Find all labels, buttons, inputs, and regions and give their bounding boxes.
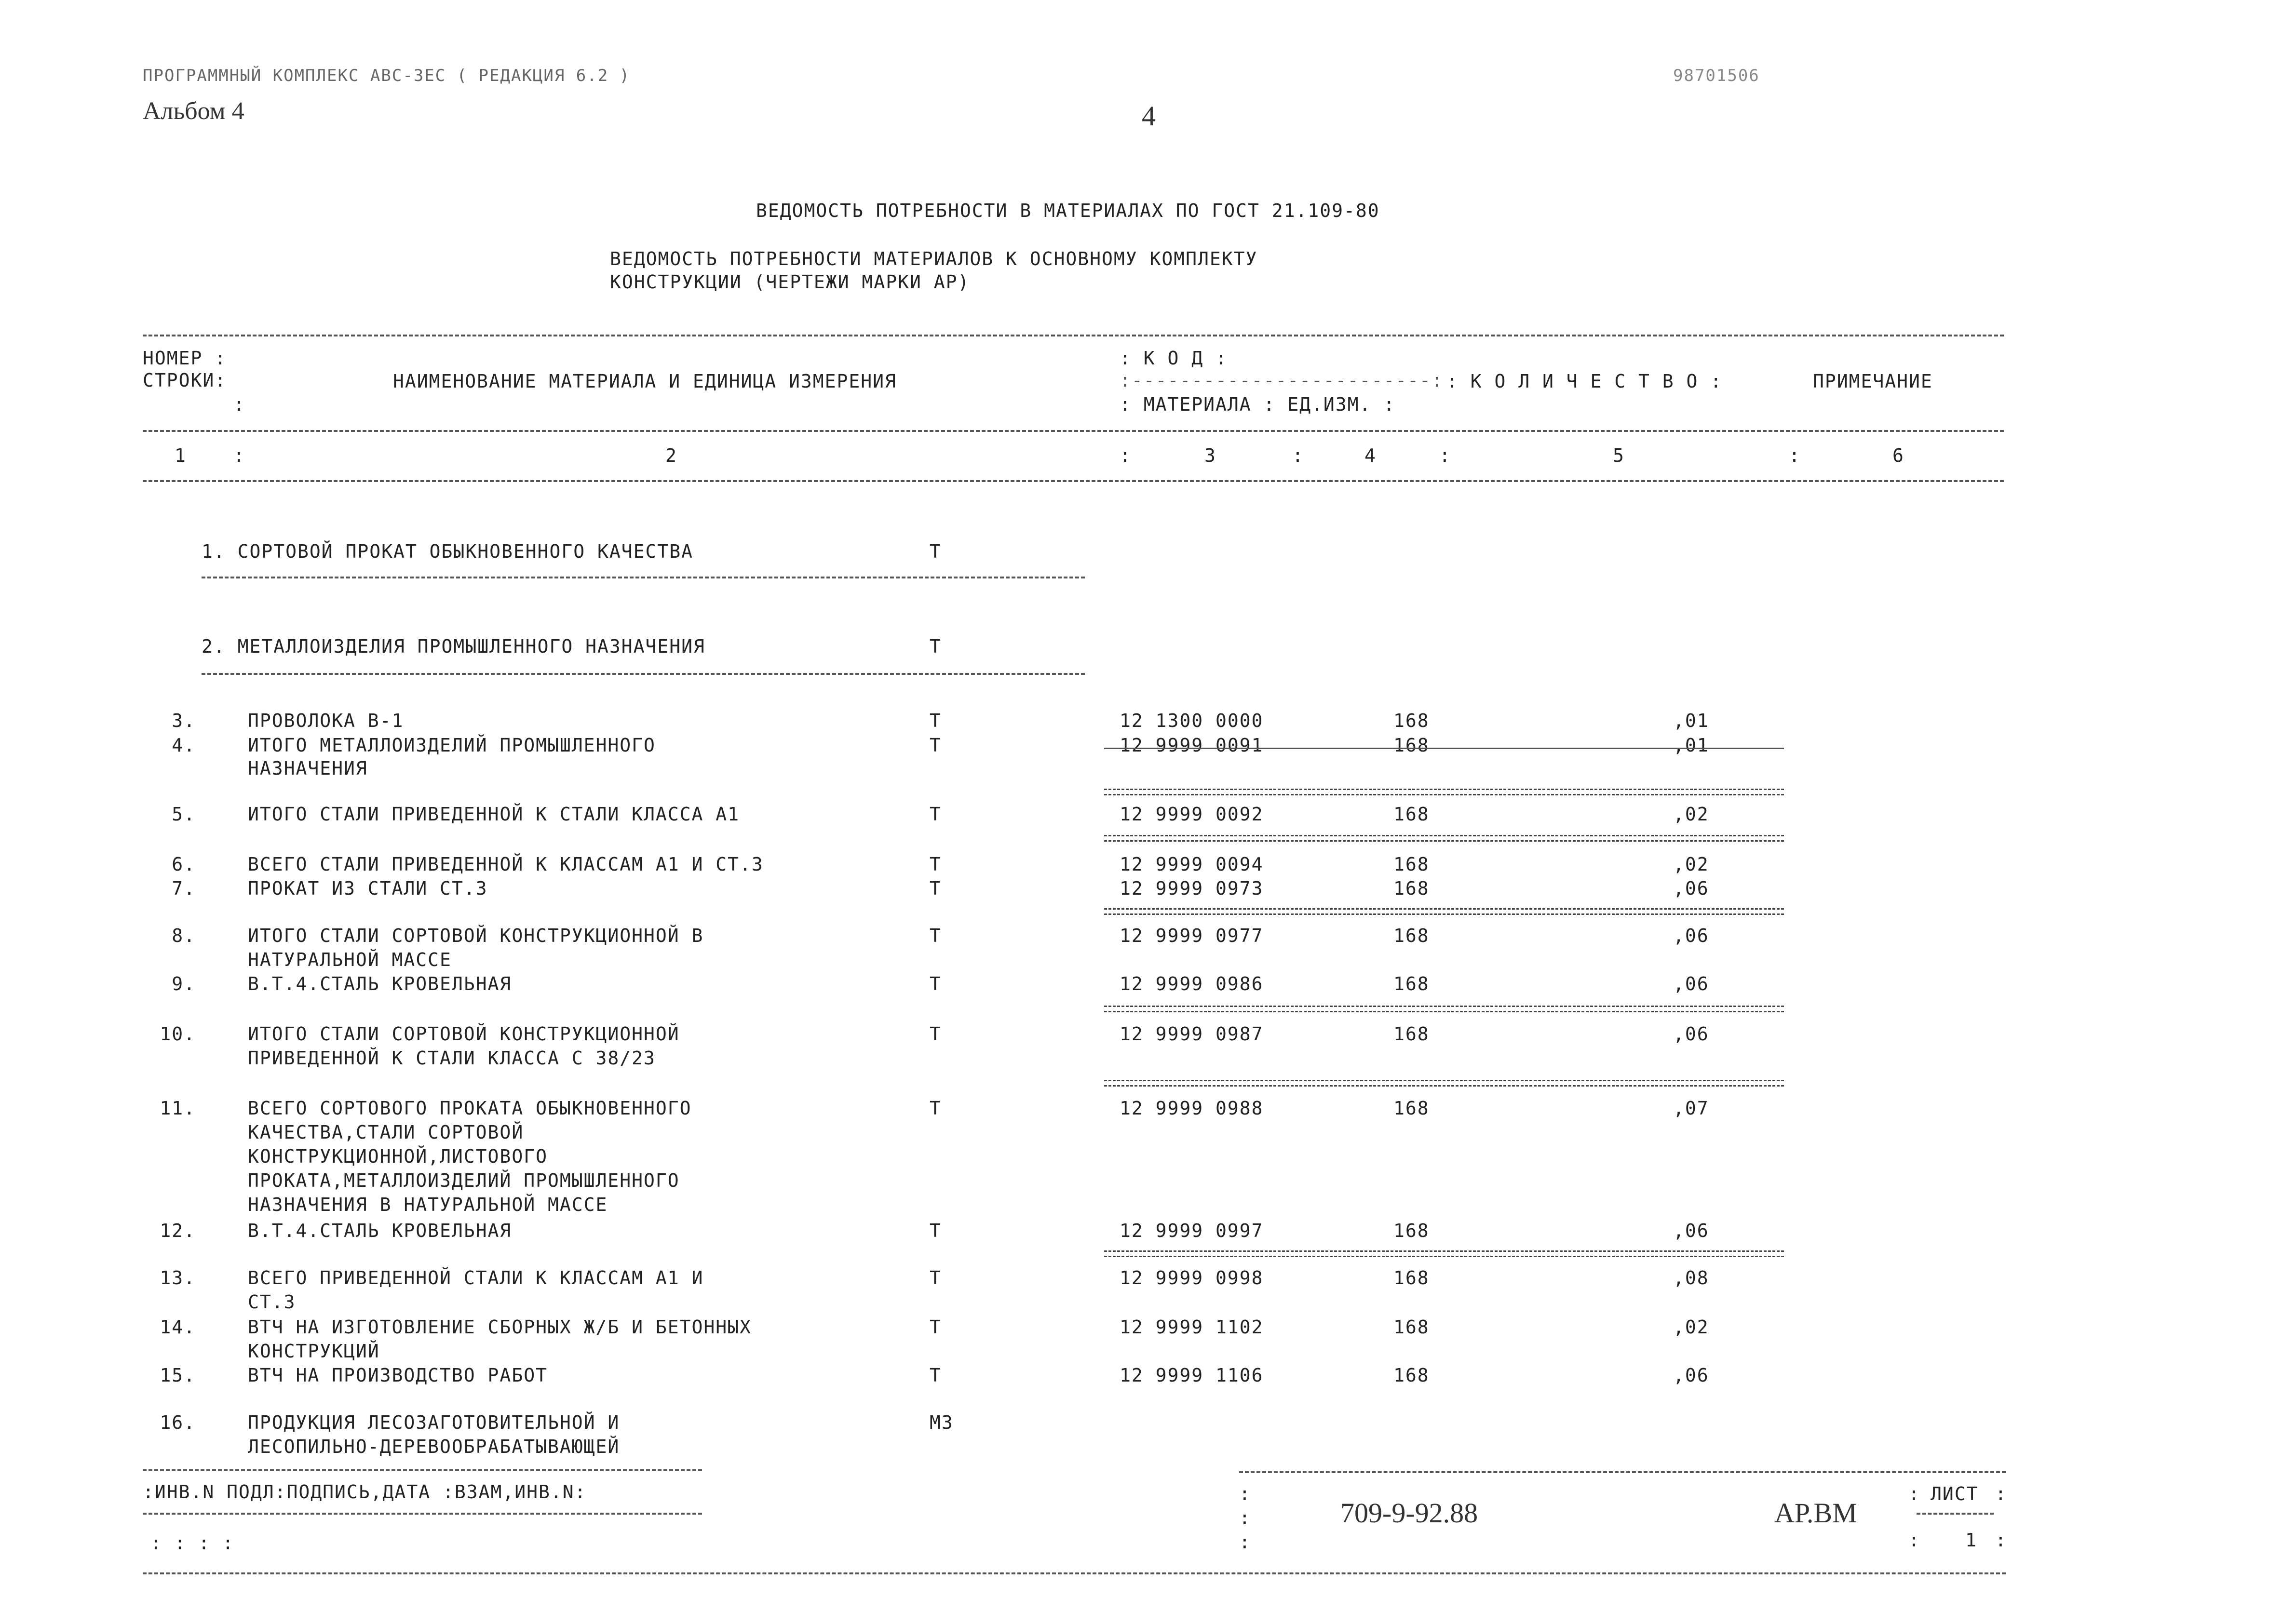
total-rule [1104, 1080, 1784, 1087]
section-unit-1: Т [930, 541, 942, 562]
row-unit: Т [930, 878, 942, 899]
row-material-code: 12 9999 0094 [1120, 854, 1264, 875]
row-quantity: ,06 [1673, 1220, 1709, 1241]
row-number: 7. [172, 878, 196, 899]
row-name-line: ВТЧ НА ПРОИЗВОДСТВО РАБОТ [248, 1365, 548, 1386]
row-unit: Т [930, 1267, 942, 1289]
row-name-line: НАЗНАЧЕНИЯ [248, 758, 368, 779]
stamp-top-rule [143, 1469, 702, 1471]
row-unit: Т [930, 925, 942, 946]
title-block-colon: : [1239, 1483, 1251, 1504]
stamp-mid-rule [143, 1513, 702, 1515]
col-num-4: 4 [1364, 445, 1377, 466]
row-material-code: 12 1300 0000 [1120, 710, 1264, 731]
row-number: 11. [160, 1098, 196, 1119]
row-unit: Т [930, 854, 942, 875]
row-quantity: ,06 [1673, 878, 1709, 899]
row-number: 6. [172, 854, 196, 875]
row-uom-code: 168 [1393, 1316, 1430, 1338]
col-number-label-1: НОМЕР : [143, 348, 227, 369]
row-uom-code: 168 [1393, 710, 1430, 731]
sheet-number: 1 [1965, 1530, 1977, 1551]
row-unit: Т [930, 1365, 942, 1386]
sheet-colon: : [1908, 1483, 1920, 1504]
total-rule [1104, 789, 1784, 795]
row-material-code: 12 9999 0986 [1120, 973, 1264, 994]
sheet-label: ЛИСТ [1931, 1483, 1979, 1504]
col-num-1: 1 [175, 445, 187, 466]
row-number: 15. [160, 1365, 196, 1386]
col-number-label-2: СТРОКИ: [143, 370, 227, 391]
total-rule [1104, 1006, 1784, 1012]
col-code-divider: :-------------------------: [1120, 370, 1444, 391]
doc-id: 98701506 [1673, 66, 1760, 85]
col-num-5: 5 [1613, 445, 1625, 466]
sub-title-2: КОНСТРУКЦИИ (ЧЕРТЕЖИ МАРКИ АР) [610, 271, 970, 293]
strike-rule [1104, 748, 1784, 749]
col-separator: : [1120, 445, 1132, 466]
title-block-colon: : [1239, 1507, 1251, 1529]
row-unit: Т [930, 804, 942, 825]
section-heading-1: 1. СОРТОВОЙ ПРОКАТ ОБЫКНОВЕННОГО КАЧЕСТВА [202, 541, 693, 562]
row-number: 5. [172, 804, 196, 825]
row-number: 12. [160, 1220, 196, 1241]
stamp-fields: :ИНВ.N ПОДЛ:ПОДПИСЬ,ДАТА :ВЗАМ,ИНВ.N: [143, 1481, 587, 1503]
row-name-line: ИТОГО СТАЛИ СОРТОВОЙ КОНСТРУКЦИОННОЙ В [248, 925, 704, 946]
row-quantity: ,02 [1673, 854, 1709, 875]
sheet-colon: : [1995, 1530, 2007, 1551]
col-note-header: ПРИМЕЧАНИЕ [1813, 371, 1933, 392]
album-label: Альбом 4 [143, 97, 244, 125]
col-separator: : [1292, 445, 1304, 466]
row-material-code: 12 9999 0998 [1120, 1267, 1264, 1289]
row-name-line: КОНСТРУКЦИОННОЙ,ЛИСТОВОГО [248, 1146, 548, 1167]
row-name-line: КОНСТРУКЦИЙ [248, 1341, 380, 1362]
row-quantity: ,06 [1673, 973, 1709, 994]
col-separator: : [1789, 445, 1801, 466]
row-name-line: ПРОДУКЦИЯ ЛЕСОЗАГОТОВИТЕЛЬНОЙ И [248, 1412, 620, 1433]
row-quantity: ,02 [1673, 804, 1709, 825]
row-uom-code: 168 [1393, 1267, 1430, 1289]
row-uom-code: 168 [1393, 1023, 1430, 1045]
row-number: 4. [172, 735, 196, 756]
row-name-line: ВСЕГО СТАЛИ ПРИВЕДЕННОЙ К КЛАССАМ А1 И СТ.3 [248, 854, 764, 875]
col-code-header: : К О Д : [1120, 348, 1228, 369]
col-name-header: НАИМЕНОВАНИЕ МАТЕРИАЛА И ЕДИНИЦА ИЗМЕРЕНИЯ [393, 371, 897, 392]
row-unit: Т [930, 1220, 942, 1241]
row-uom-code: 168 [1393, 804, 1430, 825]
row-name-line: ВТЧ НА ИЗГОТОВЛЕНИЕ СБОРНЫХ Ж/Б И БЕТОННЫХ [248, 1316, 752, 1338]
row-uom-code: 168 [1393, 1098, 1430, 1119]
row-uom-code: 168 [1393, 735, 1430, 756]
row-unit: М3 [930, 1412, 954, 1433]
row-number: 16. [160, 1412, 196, 1433]
row-material-code: 12 9999 0997 [1120, 1220, 1264, 1241]
row-material-code: 12 9999 0092 [1120, 804, 1264, 825]
row-quantity: ,06 [1673, 1365, 1709, 1386]
row-material-code: 12 9999 0977 [1120, 925, 1264, 946]
row-quantity: ,06 [1673, 1023, 1709, 1045]
row-unit: Т [930, 1316, 942, 1338]
drawing-code: 709-9-92.88 [1340, 1497, 1478, 1529]
row-name-line: ВСЕГО ПРИВЕДЕННОЙ СТАЛИ К КЛАССАМ А1 И [248, 1267, 704, 1289]
row-name-line: В.Т.4.СТАЛЬ КРОВЕЛЬНАЯ [248, 1220, 512, 1241]
row-name-line: ИТОГО МЕТАЛЛОИЗДЕЛИЙ ПРОМЫШЛЕННОГО [248, 735, 656, 756]
title-block-top-rule [1239, 1471, 2006, 1473]
row-name-line: ИТОГО СТАЛИ ПРИВЕДЕННОЙ К СТАЛИ КЛАССА А1 [248, 804, 740, 825]
col-quantity-header: : К О Л И Ч Е С Т В О : [1446, 371, 1723, 392]
row-number: 9. [172, 973, 196, 994]
row-quantity: ,07 [1673, 1098, 1709, 1119]
header-top-rule [143, 335, 2004, 336]
sheet-colon: : [1995, 1483, 2007, 1504]
stamp-colons: : : : : [150, 1532, 235, 1554]
page-bottom-rule [143, 1572, 2006, 1574]
total-rule [1104, 1250, 1784, 1257]
row-quantity: ,08 [1673, 1267, 1709, 1289]
row-name-line: В.Т.4.СТАЛЬ КРОВЕЛЬНАЯ [248, 973, 512, 994]
row-name-line: НАТУРАЛЬНОЙ МАССЕ [248, 949, 452, 970]
row-material-code: 12 9999 1102 [1120, 1316, 1264, 1338]
row-number: 3. [172, 710, 196, 731]
row-number: 8. [172, 925, 196, 946]
col-num-6: 6 [1892, 445, 1904, 466]
row-name-line: КАЧЕСТВА,СТАЛИ СОРТОВОЙ [248, 1122, 524, 1143]
section-rule-2 [202, 673, 1085, 675]
row-name-line: ВСЕГО СОРТОВОГО ПРОКАТА ОБЫКНОВЕННОГО [248, 1098, 692, 1119]
main-title: ВЕДОМОСТЬ ПОТРЕБНОСТИ В МАТЕРИАЛАХ ПО ГОСТ 21.109-80 [756, 200, 1380, 221]
col-num-3: 3 [1204, 445, 1216, 466]
col-number-label-3: : [233, 394, 245, 415]
total-rule [1104, 908, 1784, 915]
row-name-line: ЛЕСОПИЛЬНО-ДЕРЕВООБРАБАТЫВАЮЩЕЙ [248, 1436, 620, 1457]
row-name-line: НАЗНАЧЕНИЯ В НАТУРАЛЬНОЙ МАССЕ [248, 1194, 608, 1215]
row-uom-code: 168 [1393, 854, 1430, 875]
row-name-line: СТ.3 [248, 1291, 296, 1313]
page-number: 4 [1142, 100, 1156, 132]
drawing-mark: АР.ВМ [1774, 1497, 1857, 1529]
section-heading-2: 2. МЕТАЛЛОИЗДЕЛИЯ ПРОМЫШЛЕННОГО НАЗНАЧЕНИЯ [202, 636, 705, 657]
row-uom-code: 168 [1393, 973, 1430, 994]
row-unit: Т [930, 710, 942, 731]
row-unit: Т [930, 1098, 942, 1119]
row-uom-code: 168 [1393, 1220, 1430, 1241]
row-unit: Т [930, 735, 942, 756]
row-unit: Т [930, 1023, 942, 1045]
section-unit-2: Т [930, 636, 942, 657]
sheet-colon: : [1908, 1530, 1920, 1551]
row-unit: Т [930, 973, 942, 994]
row-quantity: ,06 [1673, 925, 1709, 946]
row-name-line: ИТОГО СТАЛИ СОРТОВОЙ КОНСТРУКЦИОННОЙ [248, 1023, 680, 1045]
col-separator: : [233, 445, 245, 466]
header-mid-rule [143, 430, 2004, 432]
row-number: 10. [160, 1023, 196, 1045]
program-line: ПРОГРАММНЫЙ КОМПЛЕКС АВС-3ЕС ( РЕДАКЦИЯ 6.2 ) [143, 66, 631, 85]
col-num-2: 2 [665, 445, 677, 466]
row-name-line: ПРОВОЛОКА В-1 [248, 710, 404, 731]
row-number: 13. [160, 1267, 196, 1289]
row-name-line: ПРОКАТ ИЗ СТАЛИ СТ.3 [248, 878, 488, 899]
row-quantity: ,02 [1673, 1316, 1709, 1338]
sub-title-1: ВЕДОМОСТЬ ПОТРЕБНОСТИ МАТЕРИАЛОВ К ОСНОВНОМУ КОМПЛЕКТУ [610, 248, 1258, 269]
header-bottom-rule [143, 480, 2004, 482]
total-rule [1104, 835, 1784, 842]
row-uom-code: 168 [1393, 1365, 1430, 1386]
row-material-code: 12 9999 0988 [1120, 1098, 1264, 1119]
row-material-code: 12 9999 1106 [1120, 1365, 1264, 1386]
row-name-line: ПРОКАТА,МЕТАЛЛОИЗДЕЛИЙ ПРОМЫШЛЕННОГО [248, 1170, 680, 1191]
row-name-line: ПРИВЕДЕННОЙ К СТАЛИ КЛАССА С 38/23 [248, 1047, 656, 1069]
row-material-code: 12 9999 0987 [1120, 1023, 1264, 1045]
col-code-subheader: : МАТЕРИАЛА : ЕД.ИЗМ. : [1120, 394, 1396, 415]
row-material-code: 12 9999 0973 [1120, 878, 1264, 899]
col-separator: : [1439, 445, 1451, 466]
sheet-rule [1917, 1513, 1994, 1515]
row-quantity: ,01 [1673, 735, 1709, 756]
row-number: 14. [160, 1316, 196, 1338]
row-uom-code: 168 [1393, 925, 1430, 946]
row-material-code: 12 9999 0091 [1120, 735, 1264, 756]
section-rule-1 [202, 577, 1085, 578]
row-quantity: ,01 [1673, 710, 1709, 731]
title-block-colon: : [1239, 1531, 1251, 1553]
row-uom-code: 168 [1393, 878, 1430, 899]
